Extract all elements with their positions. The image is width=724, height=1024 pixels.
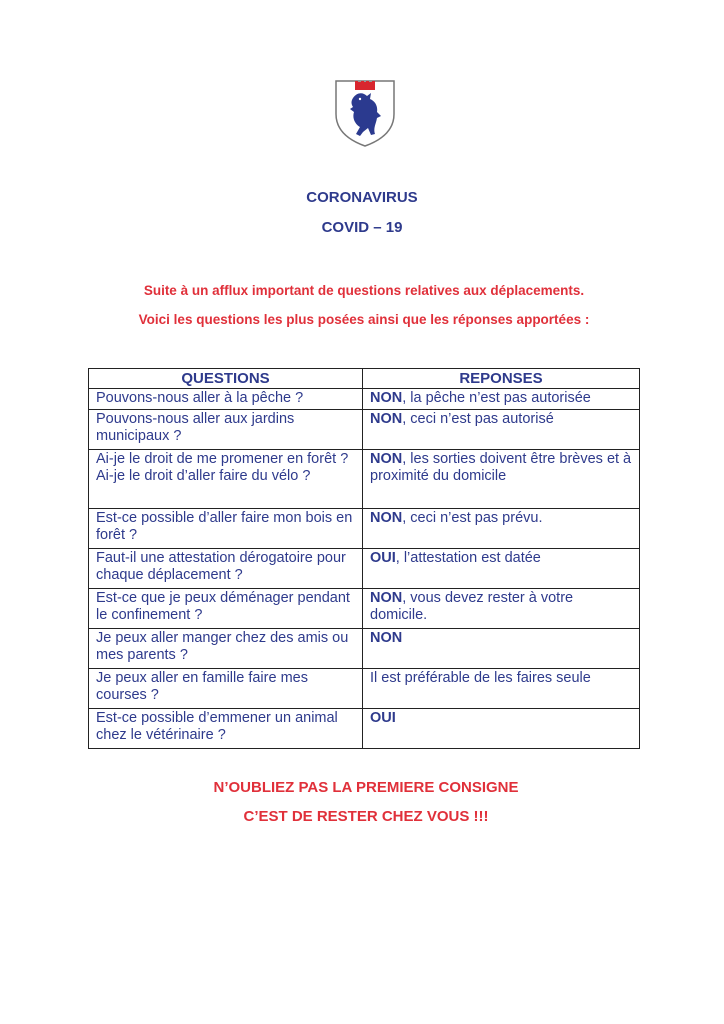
answer-verdict: NON	[370, 630, 403, 646]
question-text: Est-ce possible d’aller faire mon bois en forêt ?	[96, 510, 353, 543]
question-text: Pouvons-nous aller aux jardins municipaux ?	[96, 411, 295, 444]
answer-verdict: NON	[370, 451, 403, 467]
table-row	[89, 549, 640, 589]
question-text: Ai-je le droit de me promener en forêt ?	[96, 451, 349, 467]
answer-verdict: NON	[370, 510, 403, 526]
answer-verdict: NON	[370, 590, 403, 606]
question-text: Je peux aller manger chez des amis ou mes parents ?	[96, 630, 349, 663]
question-cell	[89, 629, 363, 669]
question-cell	[89, 589, 363, 629]
answer-cell	[363, 589, 640, 629]
table-header-row	[89, 369, 640, 389]
question-text: Je peux aller en famille faire mes courses ?	[96, 670, 308, 703]
answer-text: , ceci n’est pas prévu.	[402, 510, 543, 526]
question-cell	[89, 389, 363, 410]
answer-text: , les sorties doivent être brèves et à proximité du domicile	[370, 451, 632, 484]
answer-text: , vous devez rester à votre domicile.	[370, 590, 574, 623]
table-row	[89, 589, 640, 629]
table-row	[89, 389, 640, 410]
answer-text: , l’attestation est datée	[395, 550, 541, 566]
table-row	[89, 669, 640, 709]
faq-table	[88, 368, 640, 749]
answer-verdict: OUI	[370, 710, 396, 726]
question-cell	[89, 669, 363, 709]
answer-verdict: NON	[370, 390, 403, 406]
question-cell	[89, 709, 363, 749]
answer-cell	[363, 669, 640, 709]
table-row	[89, 709, 640, 749]
table-row	[89, 629, 640, 669]
answer-cell	[363, 389, 640, 410]
answer-cell	[363, 450, 640, 509]
document-title: CORONAVIRUS	[306, 189, 418, 206]
intro-line-2: Voici les questions les plus posées ainsi que les réponses apportées :	[138, 312, 590, 327]
answer-text: , ceci n’est pas autorisé	[402, 411, 554, 427]
table-row	[89, 410, 640, 450]
table-row	[89, 450, 640, 509]
question-text: Pouvons-nous aller à la pêche ?	[96, 390, 304, 406]
answer-cell	[363, 509, 640, 549]
answers-header: REPONSES	[363, 369, 640, 389]
answer-cell	[363, 410, 640, 450]
table-row	[89, 509, 640, 549]
intro-line-1: Suite à un afflux important de questions relatives aux déplacements.	[143, 283, 585, 298]
answer-verdict: NON	[370, 411, 403, 427]
answer-text: Il est préférable de les faires seule	[370, 670, 591, 686]
question-cell	[89, 450, 363, 509]
question-cell	[89, 410, 363, 450]
answer-text: , la pêche n’est pas autorisée	[402, 390, 591, 406]
question-text: Faut-il une attestation dérogatoire pour chaque déplacement ?	[96, 550, 346, 583]
question-cell	[89, 509, 363, 549]
answer-cell	[363, 549, 640, 589]
answer-cell	[363, 709, 640, 749]
answer-verdict: OUI	[370, 550, 396, 566]
question-text: Est-ce que je peux déménager pendant le confinement ?	[96, 590, 350, 623]
question-text: Ai-je le droit d’aller faire du vélo ?	[96, 468, 311, 484]
question-cell	[89, 549, 363, 589]
closing-line-1: N’OUBLIEZ PAS LA PREMIERE CONSIGNE	[213, 779, 519, 796]
closing-line-2: C’EST DE RESTER CHEZ VOUS !!!	[243, 808, 489, 825]
coat-of-arms-wolf-icon	[333, 78, 397, 148]
question-text: Est-ce possible d’emmener un animal chez le vétérinaire ?	[96, 710, 338, 743]
questions-header: QUESTIONS	[89, 369, 363, 389]
answer-cell	[363, 629, 640, 669]
document-subtitle: COVID – 19	[321, 219, 403, 236]
